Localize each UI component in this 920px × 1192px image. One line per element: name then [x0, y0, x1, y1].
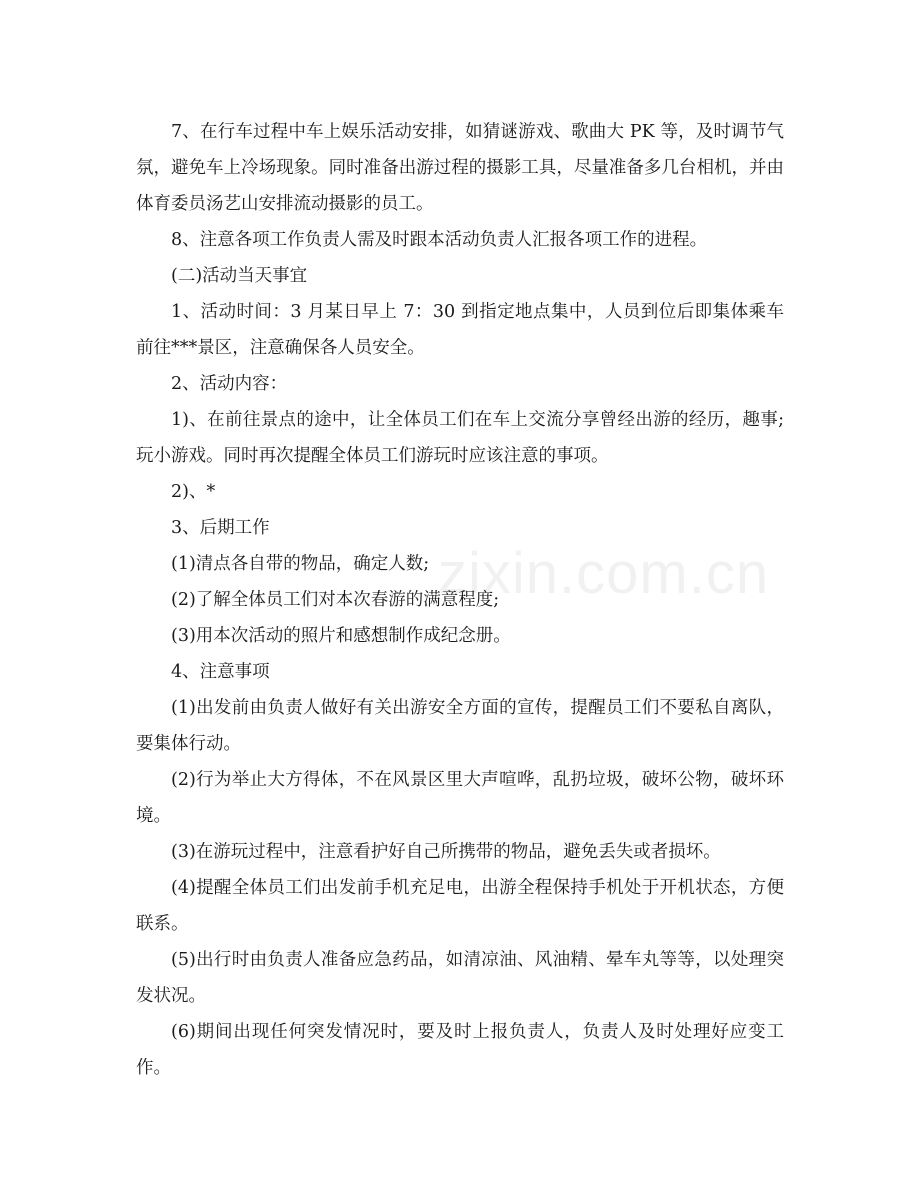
paragraph-note-item-5: (5)出行时由负责人准备应急药品，如清凉油、风油精、晕车丸等等，以处理突发状况。: [136, 950, 784, 1006]
paragraph-note-item-1: (1)出发前由负责人做好有关出游安全方面的宣传，提醒员工们不要私自离队，要集体行动。: [136, 698, 784, 754]
paragraph-follow-up-item-2: (2)了解全体员工们对本次春游的满意程度;: [171, 590, 500, 610]
paragraph-activity-content: 2、活动内容：: [171, 374, 288, 394]
paragraph-content-item-2: 2)、*: [171, 482, 216, 502]
paragraph-follow-up-work: 3、后期工作: [171, 518, 270, 538]
paragraph-item-7: 7、在行车过程中车上娱乐活动安排，如猜谜游戏、歌曲大 PK 等，及时调节气氛，避免车上冷场现象。同时准备出游过程的摄影工具，尽量准备多几台相机，并由体育委员汤艺山安排流动摄影的员工。: [136, 122, 784, 214]
paragraph-item-8: 8、注意各项工作负责人需及时跟本活动负责人汇报各项工作的进程。: [171, 230, 708, 250]
paragraph-note-item-3: (3)在游玩过程中，注意看护好自己所携带的物品，避免丢失或者损坏。: [171, 842, 721, 862]
paragraph-note-item-4: (4)提醒全体员工们出发前手机充足电，出游全程保持手机处于开机状态，方便联系。: [136, 878, 784, 934]
paragraph-note-item-6: (6)期间出现任何突发情况时，要及时上报负责人，负责人及时处理好应变工作。: [136, 1022, 784, 1078]
paragraph-follow-up-item-3: (3)用本次活动的照片和感想制作成纪念册。: [171, 626, 511, 646]
paragraph-content-item-1: 1)、在前往景点的途中，让全体员工们在车上交流分享曾经出游的经历，趣事;玩小游戏。同时再次提醒全体员工们游玩时应该注意的事项。: [136, 410, 784, 466]
watermark: zixin.com.cn: [438, 541, 770, 606]
paragraph-activity-time: 1、活动时间：3 月某日早上 7：30 到指定地点集中，人员到位后即集体乘车前往***景区，注意确保各人员安全。: [136, 302, 784, 358]
paragraph-note-item-2: (2)行为举止大方得体，不在风景区里大声喧哗，乱扔垃圾，破坏公物，破坏环境。: [136, 770, 784, 826]
paragraph-follow-up-item-1: (1)清点各自带的物品，确定人数;: [171, 554, 430, 574]
paragraph-notes-heading: 4、注意事项: [171, 662, 270, 682]
section-heading-day-of-event: (二)活动当天事宜: [171, 266, 308, 286]
